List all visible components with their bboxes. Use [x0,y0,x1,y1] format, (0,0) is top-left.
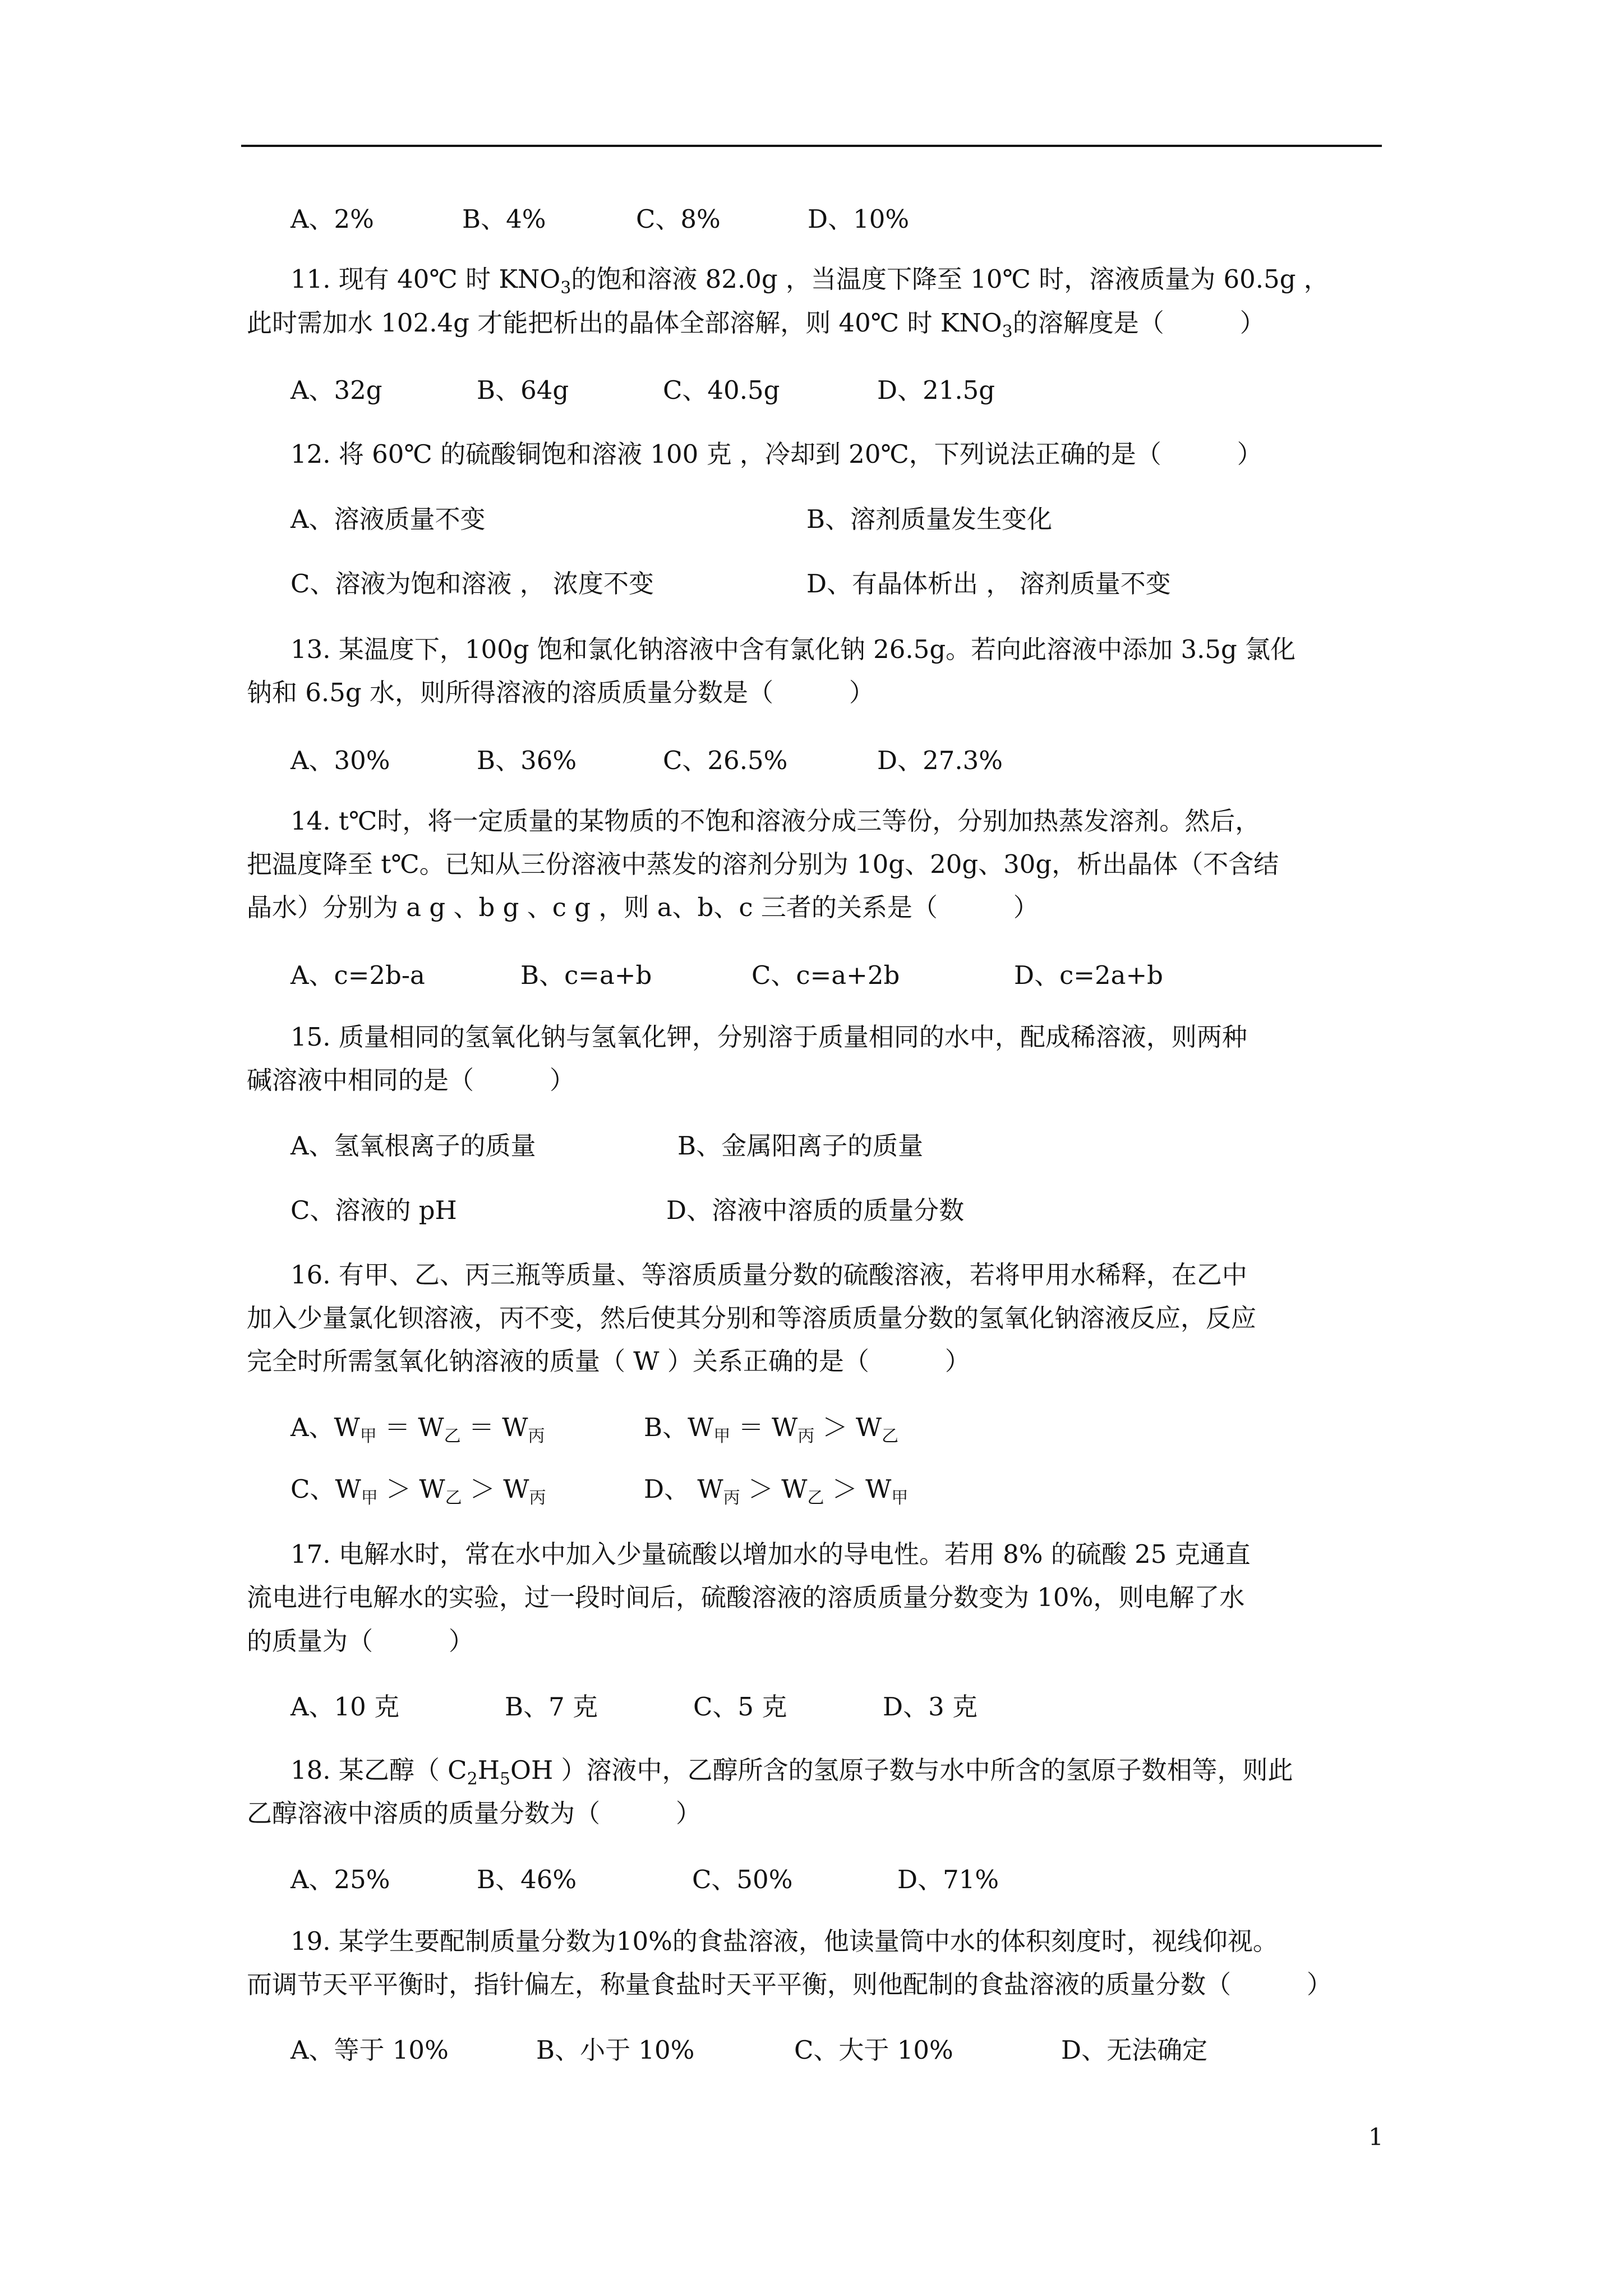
q16-line-2: 加入少量氯化钡溶液，丙不变，然后使其分别和等溶质质量分数的氢氧化钠溶液反应，反应 [247,1303,1257,1333]
page-number: 1 [1368,2123,1384,2151]
q18-line-1: 18. 某乙醇（ $C_2H_5OH$ ）溶液中，乙醇所含的氢原子数与水中所含的氢原子数相等，则此 [291,1755,1293,1789]
q14-line-2: 把温度降至 t℃。已知从三份溶液中蒸发的溶剂分别为 10g、20g、30g，析出晶体（不含结 [247,849,1279,879]
q18-option-a: A、25% [291,1865,390,1894]
q12-option-c: C、溶液为饱和溶液 ， 浓度不变 [291,569,654,599]
q14-option-a: A、c=2b-a [291,960,425,990]
q16-option-b: B、$W_甲 = W_丙 > W_乙$ [644,1412,899,1446]
q14-option-c: C、c=a+2b [751,960,900,990]
q14-line-3: 晶水）分别为 a g 、b g 、c g ，则 a、b、c 三者的关系是（ ） [247,892,1039,922]
q19-line-2: 而调节天平平衡时，指针偏左，称量食盐时天平平衡，则他配制的食盐溶液的质量分数（ ） [247,1970,1332,1999]
q15-line-2: 碱溶液中相同的是（ ） [247,1065,575,1095]
q18-option-b: B、46% [477,1865,577,1894]
q17-option-b: B、7 克 [505,1692,598,1722]
q14-option-d: D、c=2a+b [1014,960,1163,990]
q13-option-b: B、36% [477,746,577,775]
q13-option-d: D、27.3% [877,746,1003,775]
q16-option-a: A、$W_甲 = W_乙 = W_丙$ [291,1412,545,1446]
q17-option-c: C、5 克 [693,1692,787,1722]
q18-option-c: C、50% [692,1865,793,1894]
q14-option-b: B、c=a+b [520,960,652,990]
q17-option-d: D、3 克 [883,1692,978,1722]
q14-line-1: 14. t℃时，将一定质量的某物质的不饱和溶液分成三等份，分别加热蒸发溶剂。然后， [291,806,1261,836]
q15-option-a: A、氢氧根离子的质量 [291,1131,536,1161]
q11-option-c: C、40.5g [663,375,780,405]
q13-option-c: C、26.5% [663,746,788,775]
q10-option-b: B、4% [462,204,546,234]
q13-line-1: 13. 某温度下，100g 饱和氯化钠溶液中含有氯化钠 26.5g。若向此溶液中添加 3.5g 氯化 [291,634,1296,664]
q19-option-a: A、等于 10% [291,2035,449,2065]
q18-line-2: 乙醇溶液中溶质的质量分数为（ ） [247,1798,702,1828]
q15-option-c: C、溶液的 pH [291,1195,457,1225]
q16-option-c: C、$W_甲 > W_乙 > W_丙$ [291,1474,546,1508]
q16-option-d: D、 $W_丙 > W_乙 > W_甲$ [644,1474,909,1508]
header-rule [241,145,1382,147]
q17-option-a: A、10 克 [291,1692,400,1722]
q13-line-2: 钠和 6.5g 水，则所得溶液的溶质质量分数是（ ） [247,678,874,707]
q19-line-1: 19. 某学生要配制质量分数为10%的食盐溶液，他读量筒中水的体积刻度时，视线仰视。 [291,1926,1278,1956]
q11-option-a: A、32g [291,375,382,405]
q17-line-2: 流电进行电解水的实验，过一段时间后，硫酸溶液的溶质质量分数变为 10%，则电解了水 [247,1582,1245,1612]
q12-option-a: A、溶液质量不变 [291,504,486,534]
q11-option-b: B、64g [477,375,569,405]
q16-line-1: 16. 有甲、乙、丙三瓶等质量、等溶质质量分数的硫酸溶液，若将甲用水稀释，在乙中 [291,1260,1247,1290]
q10-option-d: D、10% [808,204,910,234]
q10-option-c: C、8% [636,204,721,234]
q15-option-d: D、溶液中溶质的质量分数 [666,1195,965,1225]
q16-line-3: 完全时所需氢氧化钠溶液的质量（ W ）关系正确的是（ ） [247,1346,970,1376]
q17-line-1: 17. 电解水时，常在水中加入少量硫酸以增加水的导电性。若用 8% 的硫酸 25 克通直 [291,1539,1251,1569]
q15-line-1: 15. 质量相同的氢氧化钠与氢氧化钾，分别溶于质量相同的水中，配成稀溶液，则两种 [291,1022,1247,1052]
q10-option-a: A、2% [291,204,374,234]
q13-option-a: A、30% [291,746,390,775]
q17-line-3: 的质量为（ ） [247,1626,474,1656]
q19-option-c: C、大于 10% [794,2035,953,2065]
q11-line-1: 11. 现有 40℃ 时 $KNO_3$的饱和溶液 82.0g ，当温度下降至 10℃ 时，溶液质量为 60.5g ， [291,264,1329,298]
q19-option-b: B、小于 10% [536,2035,695,2065]
q11-line-2: 此时需加水 102.4g 才能把析出的晶体全部溶解，则 40℃ 时 $KNO_3$的溶解度是（ ） [247,308,1265,342]
q12-option-b: B、溶剂质量发生变化 [806,504,1053,534]
q12-option-d: D、有晶体析出 ， 溶剂质量不变 [806,569,1171,599]
q11-option-d: D、21.5g [877,375,995,405]
q19-option-d: D、无法确定 [1061,2035,1208,2065]
q15-option-b: B、金属阳离子的质量 [677,1131,924,1161]
q18-option-d: D、71% [897,1865,999,1894]
q12-line-1: 12. 将 60℃ 的硫酸铜饱和溶液 100 克 ，冷却到 20℃，下列说法正确的是（ ） [291,439,1262,469]
